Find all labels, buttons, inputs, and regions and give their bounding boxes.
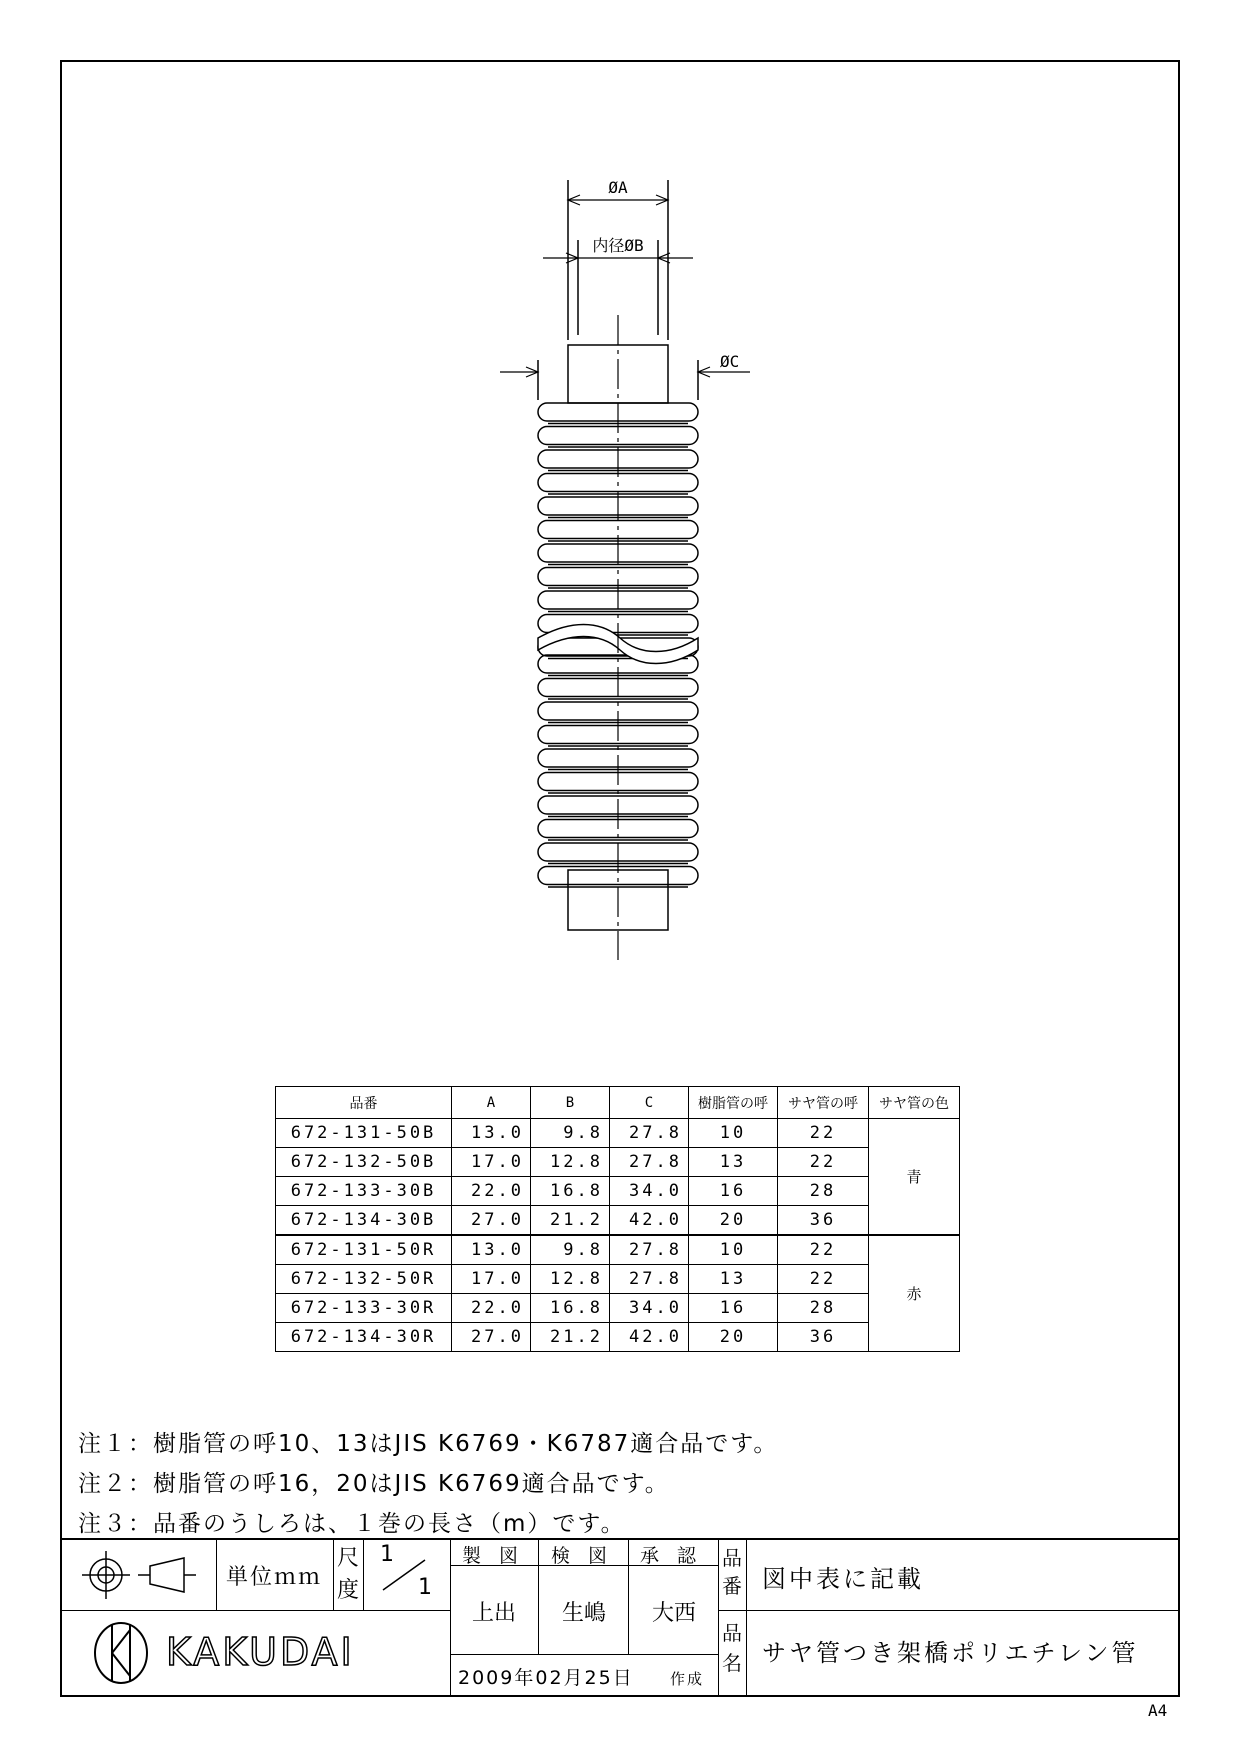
col-resin-pipe: 樹脂管の呼	[689, 1087, 778, 1119]
table-cell: 672-134-30R	[276, 1323, 452, 1352]
note-2: 注２：樹脂管の呼16，20はJIS K6769適合品です。	[78, 1471, 670, 1497]
checked-label: 検 図	[551, 1545, 614, 1567]
unit-label: 単位ｍｍ	[226, 1565, 323, 1590]
table-cell: 672-132-50R	[276, 1265, 452, 1294]
table-cell: 672-133-30R	[276, 1294, 452, 1323]
dim-b-label: 内径ØB	[592, 236, 644, 255]
table-cell: 22.0	[452, 1294, 531, 1323]
table-cell: 17.0	[452, 1265, 531, 1294]
table-row	[276, 1148, 960, 1177]
table-cell: 22.0	[452, 1177, 531, 1206]
table-cell: 27.8	[610, 1119, 689, 1148]
note-1: 注１：樹脂管の呼10、13はJIS K6769・K6787適合品です。	[78, 1431, 779, 1457]
table-cell: 672-132-50B	[276, 1148, 452, 1177]
col-part-no: 品番	[276, 1087, 452, 1119]
table-cell: 27.0	[452, 1323, 531, 1352]
table-cell: 12.8	[531, 1148, 610, 1177]
spec-table	[275, 1086, 960, 1352]
color-blue-cell: 青	[869, 1119, 960, 1236]
table-cell: 34.0	[610, 1177, 689, 1206]
table-cell: 27.0	[452, 1206, 531, 1236]
col-a: A	[452, 1087, 531, 1119]
table-cell: 42.0	[610, 1323, 689, 1352]
table-cell: 22	[778, 1148, 869, 1177]
table-row	[276, 1323, 960, 1352]
table-cell: 13	[689, 1265, 778, 1294]
drawn-label: 製 図	[462, 1545, 525, 1567]
table-cell: 22	[778, 1265, 869, 1294]
table-cell: 672-133-30B	[276, 1177, 452, 1206]
third-angle-projection-icon	[80, 1548, 200, 1603]
color-red-cell: 赤	[869, 1235, 960, 1352]
table-cell: 672-131-50B	[276, 1119, 452, 1148]
part-no-value: 図中表に記載	[762, 1565, 924, 1593]
dim-c-label: ØC	[720, 352, 740, 371]
table-cell: 36	[778, 1323, 869, 1352]
table-cell: 27.8	[610, 1235, 689, 1265]
scale-label-2: 度	[337, 1578, 360, 1603]
table-cell: 28	[778, 1294, 869, 1323]
table-cell: 16.8	[531, 1177, 610, 1206]
scale-label-1: 尺	[337, 1546, 360, 1571]
table-cell: 28	[778, 1177, 869, 1206]
table-cell: 27.8	[610, 1265, 689, 1294]
part-no-label-2: 番	[722, 1574, 742, 1598]
table-cell: 20	[689, 1206, 778, 1236]
sheet-size: A4	[1148, 1701, 1168, 1720]
table-cell: 36	[778, 1206, 869, 1236]
table-cell: 17.0	[452, 1148, 531, 1177]
table-cell: 22	[778, 1119, 869, 1148]
table-cell: 27.8	[610, 1148, 689, 1177]
table-cell: 13	[689, 1148, 778, 1177]
table-row	[276, 1265, 960, 1294]
table-cell: 672-131-50R	[276, 1235, 452, 1265]
company-logo-text: KAKUDAI	[166, 1630, 355, 1674]
table-row	[276, 1119, 960, 1148]
notes	[78, 1424, 778, 1544]
table-cell: 22	[778, 1235, 869, 1265]
table-cell: 34.0	[610, 1294, 689, 1323]
table-cell: 13.0	[452, 1119, 531, 1148]
table-cell: 21.2	[531, 1206, 610, 1236]
table-cell: 16.8	[531, 1294, 610, 1323]
product-name: サヤ管つき架橋ポリエチレン管	[762, 1639, 1139, 1667]
table-cell: 10	[689, 1235, 778, 1265]
created-label: 作成	[670, 1670, 705, 1688]
table-row	[276, 1177, 960, 1206]
approved-by: 大西	[652, 1601, 697, 1626]
dim-a-label: ØA	[608, 178, 628, 197]
table-cell: 9.8	[531, 1235, 610, 1265]
table-row	[276, 1235, 960, 1265]
drawn-by: 上出	[472, 1601, 517, 1626]
table-cell: 13.0	[452, 1235, 531, 1265]
table-cell: 16	[689, 1294, 778, 1323]
kakudai-logo-icon	[90, 1620, 152, 1686]
approved-label: 承 認	[640, 1545, 703, 1567]
name-label-2: 名	[722, 1651, 742, 1675]
table-cell: 10	[689, 1119, 778, 1148]
table-cell: 12.8	[531, 1265, 610, 1294]
table-row	[276, 1294, 960, 1323]
table-cell: 21.2	[531, 1323, 610, 1352]
name-label-1: 品	[722, 1621, 742, 1645]
table-cell: 9.8	[531, 1119, 610, 1148]
scale-numerator: 1	[380, 1542, 394, 1567]
col-c: C	[610, 1087, 689, 1119]
col-b: B	[531, 1087, 610, 1119]
checked-by: 生嶋	[562, 1601, 607, 1626]
col-sheath-size: サヤ管の呼	[778, 1087, 869, 1119]
table-cell: 16	[689, 1177, 778, 1206]
note-3: 注３：品番のうしろは、１巻の長さ（m）です。	[78, 1511, 626, 1537]
col-sheath-color: サヤ管の色	[869, 1087, 960, 1119]
table-cell: 20	[689, 1323, 778, 1352]
part-no-label-1: 品	[722, 1546, 742, 1570]
table-row	[276, 1206, 960, 1236]
scale-slash	[380, 1555, 430, 1595]
date: 2009年02月25日	[458, 1667, 634, 1689]
table-cell: 42.0	[610, 1206, 689, 1236]
table-cell: 672-134-30B	[276, 1206, 452, 1236]
scale-denominator: 1	[418, 1575, 432, 1600]
